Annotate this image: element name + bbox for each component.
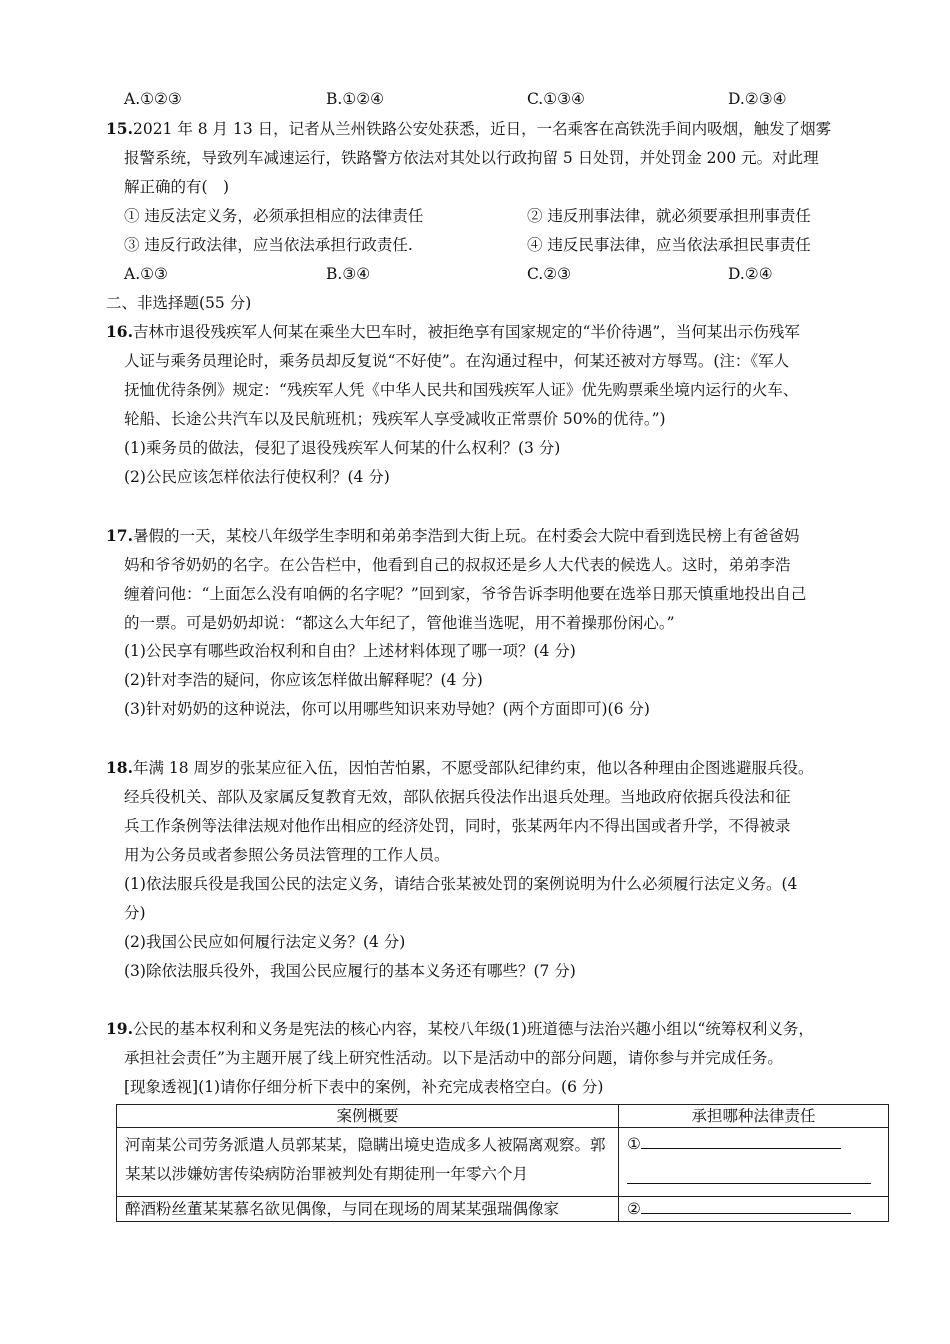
case-summary-cell: 河南某公司劳务派遣人员郭某某，隐瞒出境史造成多人被隔离观察。郭某某以涉嫌妨害传染病防治罪被判处有期徒刑一年零六个月 xyxy=(117,1128,619,1197)
header-case-summary: 案例概要 xyxy=(117,1105,619,1128)
statement-4: ④ 违反民事法律，应当依法承担民事责任 xyxy=(527,236,811,254)
answer-mark: ② xyxy=(627,1200,641,1218)
case-summary-cell: 醉酒粉丝董某某慕名欲见偶像，与同在现场的周某某强瑞偶像家 xyxy=(117,1197,619,1222)
q19-line-2: 承担社会责任”为主题开展了线上研究性活动。以下是活动中的部分问题，请你参与并完成任务。 xyxy=(124,1049,783,1067)
q19-line-3: [现象透视](1)请你仔细分析下表中的案例，补充完成表格空白。(6 分) xyxy=(124,1078,604,1096)
q16-line-2: 人证与乘务员理论时，乘务员却反复说“不好使”。在沟通过程中，何某还被对方辱骂。(注：《军人 xyxy=(124,352,790,370)
table-header-row xyxy=(117,1105,889,1128)
answer-mark: ① xyxy=(627,1135,641,1153)
q18-line-4: 用为公务员或者参照公务员法管理的工作人员。 xyxy=(124,846,450,864)
q17-sub-1: (1)公民享有哪些政治权利和自由？上述材料体现了哪一项？(4 分) xyxy=(124,642,576,660)
q17-line-1: 17.暑假的一天，某校八年级学生李明和弟弟李浩到大街上玩。在村委会大院中看到选民榜上有爸爸妈 xyxy=(106,526,800,545)
option-d: D.②③④ xyxy=(728,90,787,108)
q15-number: 15. xyxy=(106,119,133,138)
q19-number: 19. xyxy=(106,1019,133,1038)
answer-blank-line[interactable] xyxy=(627,1168,871,1184)
case-table xyxy=(116,1104,889,1222)
option-b: B.①②④ xyxy=(326,90,385,108)
q18-sub-3: (3)除依法服兵役外，我国公民应履行的基本义务还有哪些？(7 分) xyxy=(124,962,576,980)
q18-sub-2: (2)我国公民应如何履行法定义务？(4 分) xyxy=(124,933,406,951)
answer-cell[interactable] xyxy=(619,1197,889,1222)
answer-blank-line[interactable] xyxy=(641,1198,851,1214)
q16-line-3: 抚恤优待条例》规定：“残疾军人凭《中华人民共和国残疾军人证》优先购票乘坐境内运行的火车、 xyxy=(124,381,799,399)
table-row xyxy=(117,1128,889,1197)
q18-line-1: 18.年满 18 周岁的张某应征入伍，因怕苦怕累，不愿受部队纪律约束，他以各种理由企图逃避服兵役。 xyxy=(106,758,814,777)
q18-line-2: 经兵役机关、部队及家属反复教育无效，部队依据兵役法作出退兵处理。当地政府依据兵役法和征 xyxy=(124,788,791,806)
answer-blank-line[interactable] xyxy=(641,1133,841,1149)
q17-line-3: 缠着问他：“上面怎么没有咱俩的名字呢？”回到家，爷爷告诉李明他要在选举日那天慎重地投出自己 xyxy=(124,585,807,603)
table-row xyxy=(117,1197,889,1222)
q15-line-1: 15.2021 年 8 月 13 日，记者从兰州铁路公安处获悉，近日，一名乘客在高铁洗手间内吸烟，触发了烟雾 xyxy=(106,119,832,138)
q18-line-3: 兵工作条例等法律法规对他作出相应的经济处罚，同时，张某两年内不得出国或者升学，不得被录 xyxy=(124,817,791,835)
statement-3: ③ 违反行政法律，应当依法承担行政责任. xyxy=(124,236,413,254)
q16-sub-1: (1)乘务员的做法，侵犯了退役残疾军人何某的什么权利？(3 分) xyxy=(124,439,561,457)
q16-sub-2: (2)公民应该怎样依法行使权利？(4 分) xyxy=(124,468,390,486)
q15-line-3: 解正确的有( ) xyxy=(124,178,230,196)
q17-number: 17. xyxy=(106,526,133,545)
q17-sub-2: (2)针对李浩的疑问，你应该怎样做出解释呢？(4 分) xyxy=(124,671,483,689)
statement-2: ② 违反刑事法律，就必须要承担刑事责任 xyxy=(527,207,811,225)
option-d: D.②④ xyxy=(728,265,773,283)
option-c: C.①③④ xyxy=(527,90,585,108)
q15-line-2: 报警系统，导致列车减速运行，铁路警方依法对其处以行政拘留 5 日处罚，并处罚金 200 元。对此理 xyxy=(124,149,819,167)
q16-number: 16. xyxy=(106,322,133,341)
q18-sub-1: (1)依法服兵役是我国公民的法定义务，请结合张某被处罚的案例说明为什么必须履行法定义务。(4 xyxy=(124,875,798,893)
statement-1: ① 违反法定义务，必须承担相应的法律责任 xyxy=(124,207,424,225)
section-heading: 二、非选择题(55 分) xyxy=(106,294,252,312)
q18-number: 18. xyxy=(106,758,133,777)
q16-line-4: 轮船、长途公共汽车以及民航班机；残疾军人享受减收正常票价 50%的优待。”) xyxy=(124,410,666,428)
option-c: C.②③ xyxy=(527,265,572,283)
q19-line-1: 19.公民的基本权利和义务是宪法的核心内容，某校八年级(1)班道德与法治兴趣小组以“统筹权利义务， xyxy=(106,1019,814,1038)
option-a: A.①②③ xyxy=(124,90,182,108)
q18-sub-1-cont: 分) xyxy=(124,904,146,922)
option-a: A.①③ xyxy=(124,265,168,283)
q17-line-4: 的一票。可是奶奶却说：“都这么大年纪了，管他谁当选呢，用不着操那份闲心。” xyxy=(124,614,675,632)
option-b: B.③④ xyxy=(326,265,371,283)
q17-sub-3: (3)针对奶奶的这种说法，你可以用哪些知识来劝导她？(两个方面即可)(6 分) xyxy=(124,700,650,718)
answer-cell[interactable] xyxy=(619,1128,889,1197)
q17-line-2: 妈和爷爷奶奶的名字。在公告栏中，他看到自己的叔叔还是乡人大代表的候选人。这时，弟弟李浩 xyxy=(124,556,791,574)
header-legal-liability: 承担哪种法律责任 xyxy=(619,1105,889,1128)
q16-line-1: 16.吉林市退役残疾军人何某在乘坐大巴车时，被拒绝享有国家规定的“半价待遇”，当何某出示伤残军 xyxy=(106,322,800,341)
